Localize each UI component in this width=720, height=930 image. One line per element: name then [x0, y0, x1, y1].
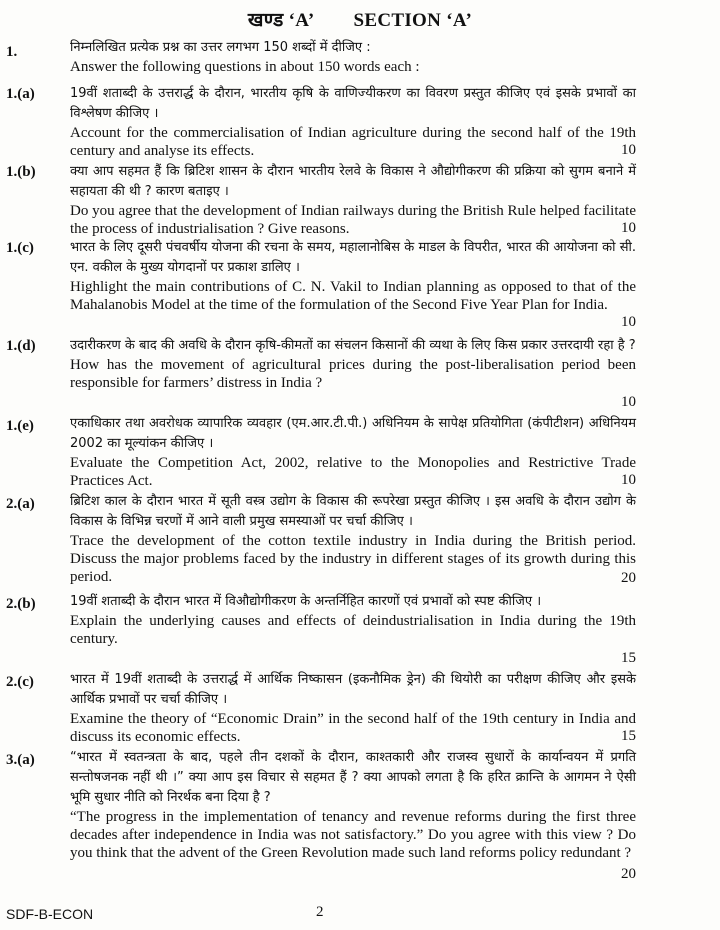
question-text-english: Highlight the main contributions of C. N. Vakil to Indian planning as opposed to that of the Mahalanobis Model at the time of the formulation of the Second Five Year Plan for India.: [70, 279, 636, 313]
question-marks: 10: [621, 472, 636, 488]
question-text-hindi: उदारीकरण के बाद की अवधि के दौरान कृषि-कीमतों का संचलन किसानों की व्यथा के लिए किस प्रकार उत्तरदायी रहा है ?: [70, 338, 636, 353]
question-text-hindi: एकाधिकार तथा अवरोधक व्यापारिक व्यवहार (एम.आर.टी.पी.) अधिनियम के सापेक्ष प्रतियोगिता (कंपीटीशन) अधिनियम 2002 का मूल्यांकन कीजिए ।: [70, 416, 636, 451]
question-text-english: How has the movement of agricultural prices during the post-liberalisation period been responsible for farmers’ distress in India ?: [70, 357, 636, 391]
question-text-hindi: निम्नलिखित प्रत्येक प्रश्न का उत्तर लगभग 150 शब्दों में दीजिए :: [70, 40, 371, 55]
question-body: [70, 414, 636, 490]
question-text-english: Answer the following questions in about 150 words each :: [70, 59, 420, 75]
question-number: 3.(a): [6, 752, 35, 768]
question-marks: 15: [621, 728, 636, 744]
section-title-english: SECTION ‘A’: [353, 10, 473, 31]
section-title-hindi: खण्ड ‘A’: [247, 10, 315, 31]
question-body: [70, 670, 636, 746]
question-text-hindi: “भारत में स्वतन्त्रता के बाद, पहले तीन दशकों के दौरान, काश्तकारी और राजस्व सुधारों के कार्यान्वयन में प्रगति सन्तोषजनक नहीं थी ।” क्या आप इस विचार से सहमत हैं ? क्या आपको लगता है कि हरित क्रान्ति के आगमन ने ऐसी भूमि सुधार नीति को निरर्थक बना दिया है ?: [70, 750, 636, 805]
question-body: [70, 592, 636, 648]
question-number: 2.(b): [6, 596, 36, 612]
question-text-english: Evaluate the Competition Act, 2002, relative to the Monopolies and Restrictive Trade Practices Act.: [70, 455, 636, 489]
question-number: 1.(e): [6, 418, 34, 434]
question-body: [70, 162, 636, 238]
question-body: [70, 336, 636, 392]
question-text-hindi: भारत के लिए दूसरी पंचवर्षीय योजना की रचना के समय, महालानोबिस के माडल के विपरीत, भारत की आयोजना को सी. एन. वकील के मुख्य योगदानों पर प्रकाश डालिए ।: [70, 240, 636, 275]
question-text-hindi: भारत में 19वीं शताब्दी के उत्तरार्द्ध में आर्थिक निष्कासन (इकनौमिक ड्रेन) की थियोरी का परीक्षण कीजिए और इसके आर्थिक प्रभावों पर चर्चा कीजिए ।: [70, 672, 636, 707]
question-number: 1.(d): [6, 338, 36, 354]
question-marks: 10: [621, 220, 636, 236]
question-body: [70, 748, 636, 862]
paper-code: SDF-B-ECON: [6, 906, 94, 922]
page-number: 2: [316, 904, 324, 920]
question-marks: 15: [621, 650, 636, 666]
question-text-english: Trace the development of the cotton textile industry in India during the British period. Discuss the major problems faced by the industry in different stages of its growth during this period.: [70, 533, 636, 585]
question-body: [70, 38, 636, 76]
question-marks: 10: [621, 314, 636, 330]
question-text-english: Examine the theory of “Economic Drain” in the second half of the 19th century in India and discuss its economic effects.: [70, 711, 636, 745]
question-body: [70, 238, 636, 314]
question-text-english: “The progress in the implementation of tenancy and revenue reforms during the first three decades after independence in India was not satisfactory.” Do you agree with this view ? Do you think that the advent of the Green Revolution made such land reforms policy redundant ?: [70, 809, 636, 861]
question-marks: 10: [621, 142, 636, 158]
question-number: 2.(a): [6, 496, 35, 512]
question-body: [70, 84, 636, 160]
question-text-hindi: 19वीं शताब्दी के दौरान भारत में विऔद्योगीकरण के अन्तर्निहित कारणों एवं प्रभावों को स्पष्ट कीजिए ।: [70, 594, 542, 609]
section-header: [0, 6, 720, 32]
question-marks: 20: [621, 570, 636, 586]
question-marks: 20: [621, 866, 636, 882]
question-text-english: Account for the commercialisation of Indian agriculture during the second half of the 19th century and analyse its effects.: [70, 125, 636, 159]
question-text-hindi: ब्रिटिश काल के दौरान भारत में सूती वस्त्र उद्योग के विकास की रूपरेखा प्रस्तुत कीजिए । इस अवधि के दौरान उद्योग के विकास के विभिन्न चरणों में आने वाली प्रमुख समस्याओं पर चर्चा कीजिए ।: [70, 494, 636, 529]
question-number: 1.(c): [6, 240, 34, 256]
question-text-english: Do you agree that the development of Indian railways during the British Rule helped facilitate the process of industrialisation ? Give reasons.: [70, 203, 636, 237]
question-number: 1.: [6, 44, 18, 60]
question-marks: 10: [621, 394, 636, 410]
question-number: 2.(c): [6, 674, 34, 690]
question-body: [70, 492, 636, 586]
question-text-english: Explain the underlying causes and effects of deindustrialisation in India during the 19th century.: [70, 613, 636, 647]
question-number: 1.(a): [6, 86, 35, 102]
question-text-hindi: 19वीं शताब्दी के उत्तरार्द्ध के दौरान, भारतीय कृषि के वाणिज्यीकरण का विवरण प्रस्तुत कीजिए एवं इसके प्रभावों का विश्लेषण कीजिए ।: [70, 86, 636, 121]
question-number: 1.(b): [6, 164, 36, 180]
question-text-hindi: क्या आप सहमत हैं कि ब्रिटिश शासन के दौरान भारतीय रेलवे के विकास ने औद्योगीकरण की प्रक्रिया को सुगम बनाने में सहायता की थी ? कारण बताइए ।: [70, 164, 636, 199]
